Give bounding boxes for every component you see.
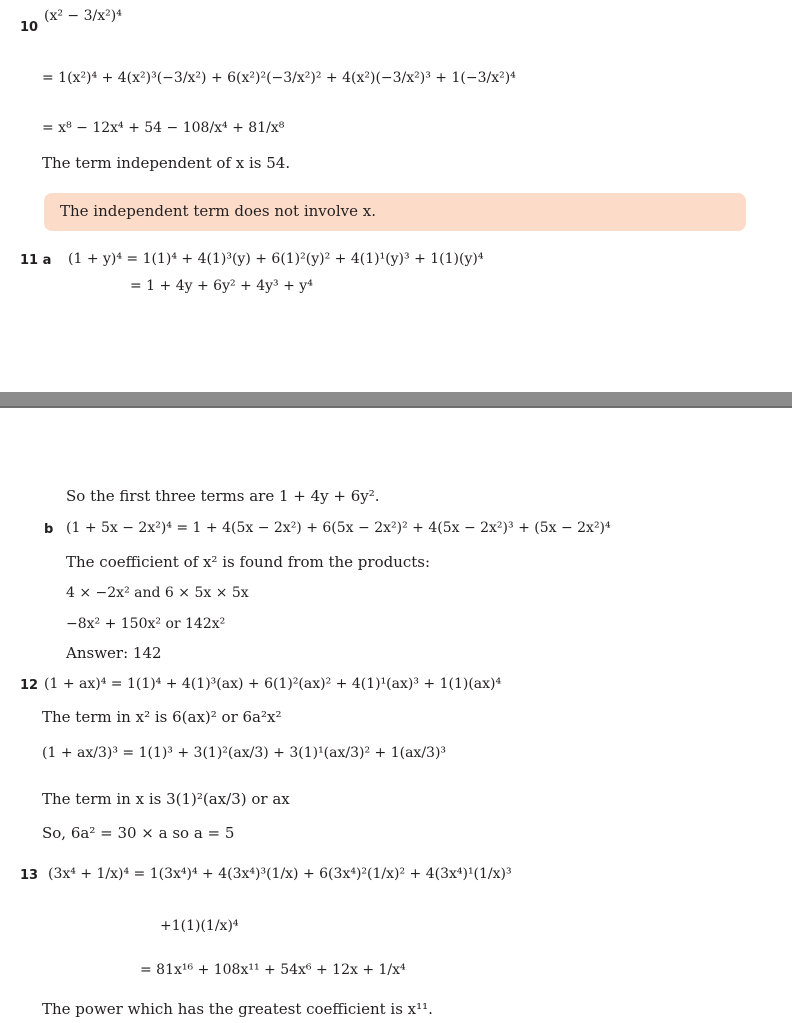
q10-simplified-line: = x⁸ − 12x⁴ + 54 − 108/x⁴ + 81/x⁸ [42,120,285,136]
question-number-13: 13 [20,868,39,883]
tip-note-box [44,193,746,231]
q11b-products-line: 4 × −2x² and 6 × 5x × 5x [66,585,249,601]
q11a-simplified-line: = 1 + 4y + 6y² + 4y³ + y⁴ [130,278,313,294]
q11a-expansion-line: (1 + y)⁴ = 1(1)⁴ + 4(1)³(y) + 6(1)²(y)² + 4(1)¹(y)³ + 1(1)(y)⁴ [68,251,484,267]
q12-x-term-statement: The term in x is 3(1)²(ax/3) or ax [42,790,290,808]
q13-simplified-line: = 81x¹⁶ + 108x¹¹ + 54x⁶ + 12x + 1/x⁴ [140,962,406,978]
q13-expansion-line: (3x⁴ + 1/x)⁴ = 1(3x⁴)⁴ + 4(3x⁴)³(1/x) + 6(3x⁴)²(1/x)² + 4(3x⁴)¹(1/x)³ [48,866,512,882]
q11b-answer: Answer: 142 [66,644,162,662]
question-number-10: 10 [20,20,39,35]
question-number-11a: 11 a [20,253,52,268]
q11a-first-three-terms: So the first three terms are 1 + 4y + 6y². [66,487,380,505]
q11b-coefficient-statement: The coefficient of x² is found from the products: [66,553,431,571]
q11b-sum-line: −8x² + 150x² or 142x² [66,616,226,632]
q12-second-expansion-line: (1 + ax/3)³ = 1(1)³ + 3(1)²(ax/3) + 3(1)¹(ax/3)² + 1(ax/3)³ [42,745,447,761]
q11b-expansion-line: (1 + 5x − 2x²)⁴ = 1 + 4(5x − 2x²) + 6(5x − 2x²)² + 4(5x − 2x²)³ + (5x − 2x²)⁴ [66,520,611,536]
q10-expansion-line: = 1(x²)⁴ + 4(x²)³(−3/x²) + 6(x²)²(−3/x²)² + 4(x²)(−3/x²)³ + 1(−3/x²)⁴ [42,70,516,86]
q10-statement: The term independent of x is 54. [42,154,291,172]
question-part-b-label: b [44,522,54,537]
page-break-divider [0,392,792,408]
q13-statement: The power which has the greatest coefficient is x¹¹. [42,1000,433,1018]
q10-expression: (x² − 3/x²)⁴ [44,8,122,24]
q12-solution-line: So, 6a² = 30 × a so a = 5 [42,824,235,842]
q13-continuation-line: +1(1)(1/x)⁴ [160,918,239,934]
tip-note-text: The independent term does not involve x. [60,202,376,220]
q12-expansion-line: (1 + ax)⁴ = 1(1)⁴ + 4(1)³(ax) + 6(1)²(ax)² + 4(1)¹(ax)³ + 1(1)(ax)⁴ [44,676,502,692]
q12-x2-term-statement: The term in x² is 6(ax)² or 6a²x² [42,708,282,726]
question-number-12: 12 [20,678,39,693]
